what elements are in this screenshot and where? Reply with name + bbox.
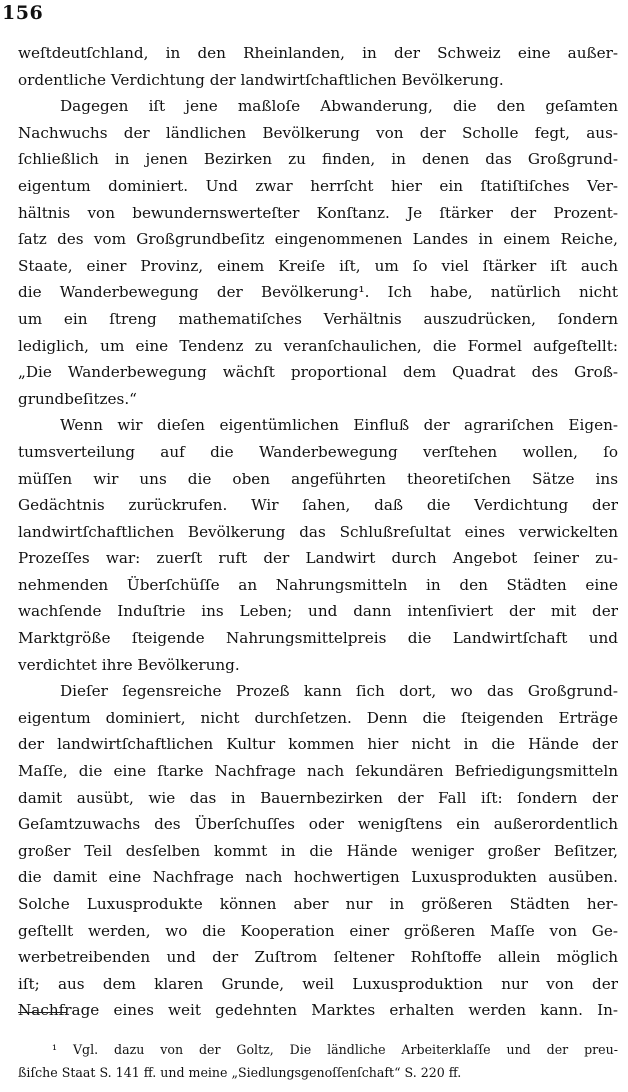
text-line: Solche Luxusprodukte können aber nur in größeren Städten her-	[18, 895, 618, 913]
text-line: grundbeſitzes.“	[18, 389, 137, 408]
text-line: Staate, einer Provinz, einem Kreiſe iſt, um ſo viel ſtärker iſt auch	[18, 256, 618, 275]
text-line: weſtdeutſchland, in den Rheinlanden, in der Schweiz eine außer-	[18, 44, 618, 62]
text-line: wachſende Induſtrie ins Leben; und dann intenſiviert der mit der	[18, 602, 618, 621]
text-line: eigentum dominiert, nicht durchſetzen. Denn die ſteigenden Erträge	[18, 708, 618, 727]
text-line: ſatz des vom Großgrundbeſitz eingenommenen Landes in einem Reiche,	[18, 230, 618, 249]
text-line: Prozeſſes war: zuerſt ruft der Landwirt durch Angebot ſeiner zu-	[18, 549, 618, 568]
text-line: nehmenden Überſchüſſe an Nahrungsmitteln in den Städten eine	[18, 575, 618, 594]
text-line: Gedächtnis zurückrufen. Wir ſahen, daß die Verdichtung der	[18, 496, 618, 515]
text-line: damit ausübt, wie das in Bauernbezirken der Fall iſt: ſondern der	[18, 788, 618, 807]
text-line: lediglich, um eine Tendenz zu veranſchaulichen, die Formel aufgeſtellt:	[18, 336, 618, 355]
footnotes	[18, 1038, 618, 1084]
text-line: Marktgröße ſteigende Nahrungsmittelpreis die Landwirtſchaft und	[18, 629, 618, 648]
footnote-line: ¹ Vgl. dazu von der Goltz, Die ländliche Arbeiterklaſſe und der preu-	[52, 1042, 618, 1057]
text-line: eigentum dominiert. Und zwar herrſcht hier ein ſtatiſtiſches Ver-	[18, 176, 618, 195]
text-line: Dieſer ſegensreiche Prozeß kann ſich dort, wo das Großgrund-	[60, 682, 618, 701]
text-line: werbetreibenden und der Zuſtrom ſeltener Rohſtoffe allein möglich	[18, 948, 618, 967]
text-line: „Die Wanderbewegung wächſt proportional dem Quadrat des Groß-	[18, 363, 618, 382]
text-line: Maſſe, die eine ſtarke Nachfrage nach ſekundären Befriedigungsmitteln	[18, 762, 618, 781]
body-text	[18, 40, 618, 1024]
text-line: ordentliche Verdichtung der landwirtſchaftlichen Bevölkerung.	[18, 70, 504, 89]
text-line: großer Teil desſelben kommt in die Hände weniger großer Beſitzer,	[18, 841, 618, 860]
text-line: geſtellt werden, wo die Kooperation einer größeren Maſſe von Ge-	[18, 921, 618, 940]
text-line: die Wanderbewegung der Bevölkerung¹. Ich habe, natürlich nicht	[18, 283, 618, 302]
page-number: 156	[2, 2, 44, 24]
text-line: die damit eine Nachfrage nach hochwertigen Luxusprodukten ausüben.	[18, 868, 618, 887]
text-line: Wenn wir dieſen eigentümlichen Einfluß der agrariſchen Eigen-	[60, 416, 618, 435]
text-line: iſt; aus dem klaren Grunde, weil Luxusproduktion nur von der	[18, 974, 618, 993]
text-line: landwirtſchaftlichen Bevölkerung das Schlußreſultat eines verwickelten	[18, 522, 618, 541]
text-line: hältnis von bewundernswerteſter Konſtanz. Je ſtärker der Prozent-	[18, 203, 618, 222]
text-line: der landwirtſchaftlichen Kultur kommen hier nicht in die Hände der	[18, 735, 618, 754]
footnote-divider	[18, 1012, 66, 1013]
text-line: Nachwuchs der ländlichen Bevölkerung von der Scholle fegt, aus-	[18, 123, 618, 142]
text-line: Nachfrage eines weit gedehnten Marktes erhalten werden kann. In-	[18, 1001, 618, 1020]
footnote-line: ßiſche Staat S. 141 ff. und meine „Siedlungsgenoſſenſchaft“ S. 220 ff.	[18, 1065, 462, 1080]
text-line: verdichtet ihre Bevölkerung.	[18, 655, 240, 674]
text-line: tumsverteilung auf die Wanderbewegung verſtehen wollen, ſo	[18, 442, 618, 461]
text-line: Geſamtzuwachs des Überſchuſſes oder wenigſtens ein außerordentlich	[18, 815, 618, 834]
text-line: müſſen wir uns die oben angeführten theoretiſchen Sätze ins	[18, 469, 618, 488]
text-line: ſchließlich in jenen Bezirken zu finden, in denen das Großgrund-	[18, 150, 618, 169]
text-line: um ein ſtreng mathematiſches Verhältnis auszudrücken, ſondern	[18, 309, 618, 328]
text-line: Dagegen iſt jene maßloſe Abwanderung, die den geſamten	[60, 97, 618, 116]
